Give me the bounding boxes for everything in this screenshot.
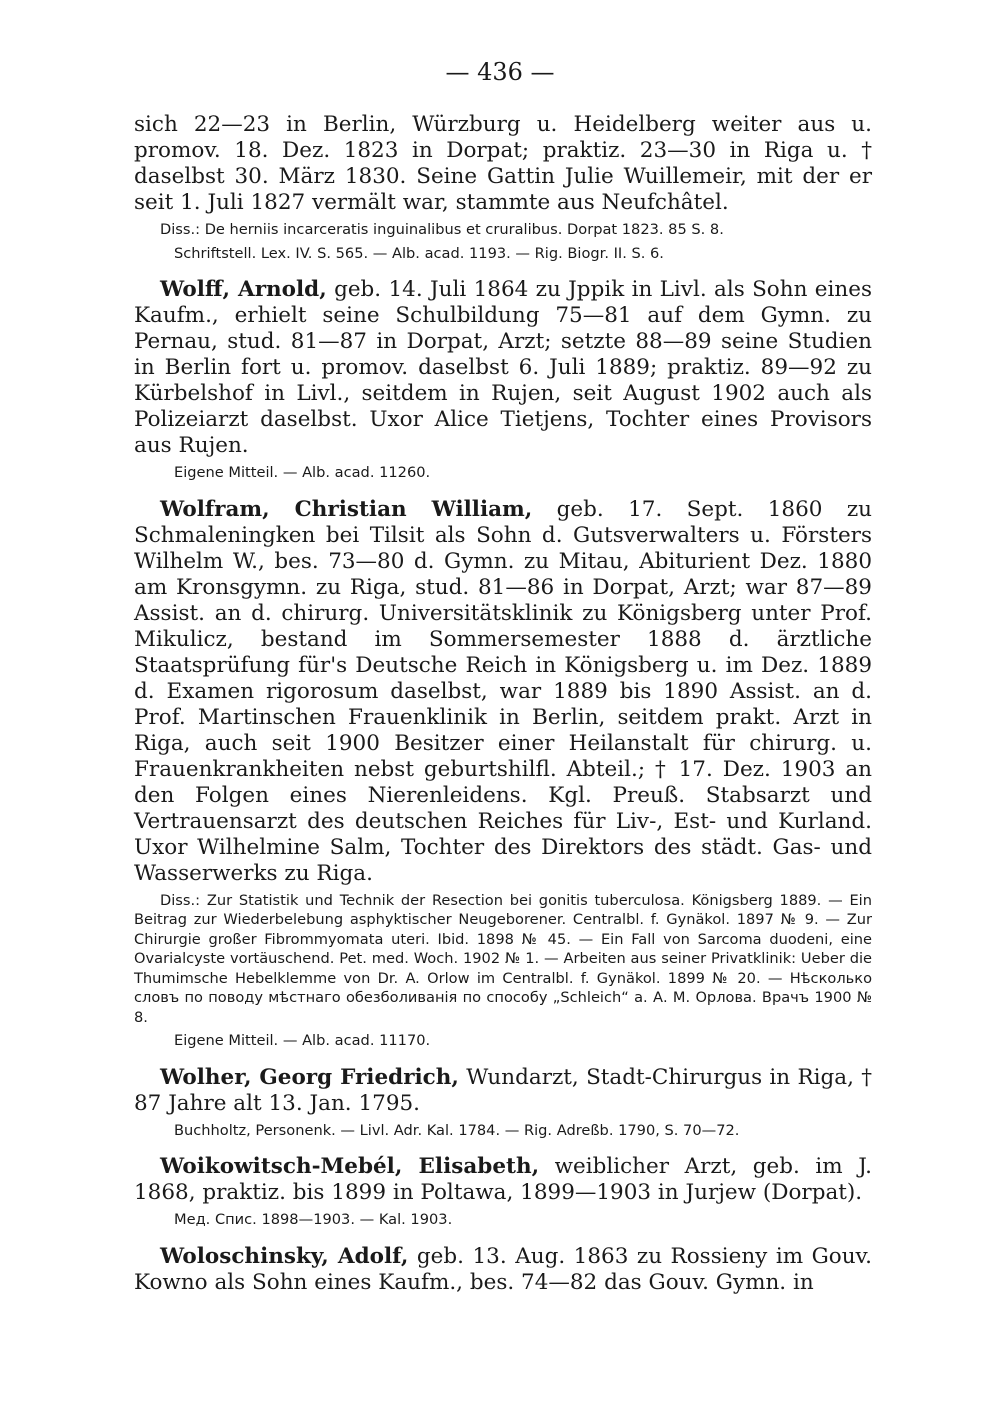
entry-wolff-text: geb. 14. Juli 1864 zu Jppik in Livl. als Sohn eines Kaufm., erhielt seine Schulbildung 75—81 auf dem Gymn. zu Pernau, stud. 81—87 in Dorpat, Arzt; setzte 88—89 seine Studien in Berlin fort u. promov. daselbst 6. Juli 1889; praktiz. 89—92 zu Kürbelshof in Livl., seitdem in Rujen, seit August 1902 auch als Polizeiarzt daselbst. Uxor Alice Tietjens, Tochter eines Provisors aus Rujen. [134,277,873,458]
entry-woloschinsky-text: geb. 13. Aug. 1863 zu Rossieny im Gouv. Kowno als Sohn eines Kaufm., bes. 74—82 das Gouv. Gymn. in [134,1243,872,1295]
entry-wolfram [134,497,872,887]
entry-woloschinsky-name: Woloschinsky, Adolf, [160,1243,409,1269]
page-body [134,112,872,1296]
entry-woikowitsch-text: weiblicher Arzt, geb. im J. 1868, praktiz. bis 1899 in Poltawa, 1899—1903 in Jurjew (Dorpat). [134,1154,872,1205]
entry-prev-sources: Schriftstell. Lex. IV. S. 565. — Alb. acad. 1193. — Rig. Biogr. II. S. 6. [174,244,664,262]
entry-woikowitsch-name: Woikowitsch-Mebél, Elisabeth, [160,1154,540,1179]
entry-wolfram-diss: Diss.: Zur Statistik und Technik der Resection bei gonitis tuberculosa. Königsberg 1889. — Ein Beitrag zur Wiederbelebung asphyktischer Neugeborener. Centralbl. f. Gynäkol. 1897 № 9. — Zur Chirurgie großer Fibrommyomata uteri. Ibid. 1898 № 45. — Ein Fall von Sarcoma duodeni, eine Ovarialcyste vortäuschend. Pet. med. Woch. 1902 № 1. — Arbeiten aus seiner Privatklinik: Ueber die Thumimsche Hebelklemme von Dr. A. Orlow im Centralbl. f. Gynäkol. 1899 № 20. — Нѣсколько словъ по поводу мѣстнаго обезболиванія по способу „Schleich“ a. А. М. Орлова. Врачъ 1900 № 8. [134,891,872,1026]
entry-wolfram-text: geb. 17. Sept. 1860 zu Schmaleningken bei Tilsit als Sohn d. Gutsverwalters u. Försters Wilhelm W., bes. 73—80 d. Gymn. zu Mitau, Abiturient Dez. 1880 am Kronsgymn. zu Riga, stud. 81—86 in Dorpat, Arzt; war 87—89 Assist. an d. chirurg. Universitätsklinik zu Königsberg unter Prof. Mikulicz, bestand im Sommersemester 1888 d. ärztliche Staatsprüfung für's Deutsche Reich in Königsberg u. im Dez. 1889 d. Examen rigorosum daselbst, war 1889 bis 1890 Assist. an d. Prof. Martinschen Frauenklinik in Berlin, seitdem prakt. Arzt in Riga, auch seit 1900 Besitzer einer Heilanstalt für chirurg. u. Frauenkrankheiten nebst geburtshilfl. Abteil.; † 17. Dez. 1903 an den Folgen eines Nierenleidens. Kgl. Preuß. Stabsarzt und Vertrauensarzt des deutschen Reiches für Liv-, Est- und Kurland. Uxor Wilhelmine Salm, Tochter des Direktors des städt. Gas- und Wasserwerks zu Riga. [134,496,872,886]
entry-woikowitsch [134,1154,872,1206]
entry-woikowitsch-sources: Мед. Спис. 1898—1903. — Kal. 1903. [174,1211,453,1228]
entry-wolher [134,1065,872,1117]
entry-wolff-name: Wolff, Arnold, [160,277,327,302]
entry-wolff-sources: Eigene Mitteil. — Alb. acad. 11260. [174,464,431,481]
page-number: — 436 — [445,58,555,86]
entry-wolher-text: Wundarzt, Stadt-Chirurgus in Riga, † 87 Jahre alt 13. Jan. 1795. [134,1064,872,1116]
entry-wolher-sources: Buchholtz, Personenk. — Livl. Adr. Kal. 1784. — Rig. Adreßb. 1790, S. 70—72. [174,1121,740,1139]
entry-wolher-name: Wolher, Georg Friedrich, [160,1064,459,1090]
entry-prev-text: sich 22—23 in Berlin, Würzburg u. Heidelberg weiter aus u. promov. 18. Dez. 1823 in Dorpat; praktiz. 23—30 in Riga u. † daselbst 30. März 1830. Seine Gattin Julie Wuillemeir, mit der er seit 1. Juli 1827 vermält war, stammte aus Neufchâtel. [134,112,872,215]
entry-woloschinsky [134,1244,872,1296]
entry-wolff [134,277,872,459]
entry-wolfram-name: Wolfram, Christian William, [160,496,533,522]
entry-prev-diss: Diss.: De herniis incarceratis inguinalibus et cruralibus. Dorpat 1823. 85 S. 8. [160,221,724,238]
entry-wolfram-sources: Eigene Mitteil. — Alb. acad. 11170. [174,1032,431,1049]
